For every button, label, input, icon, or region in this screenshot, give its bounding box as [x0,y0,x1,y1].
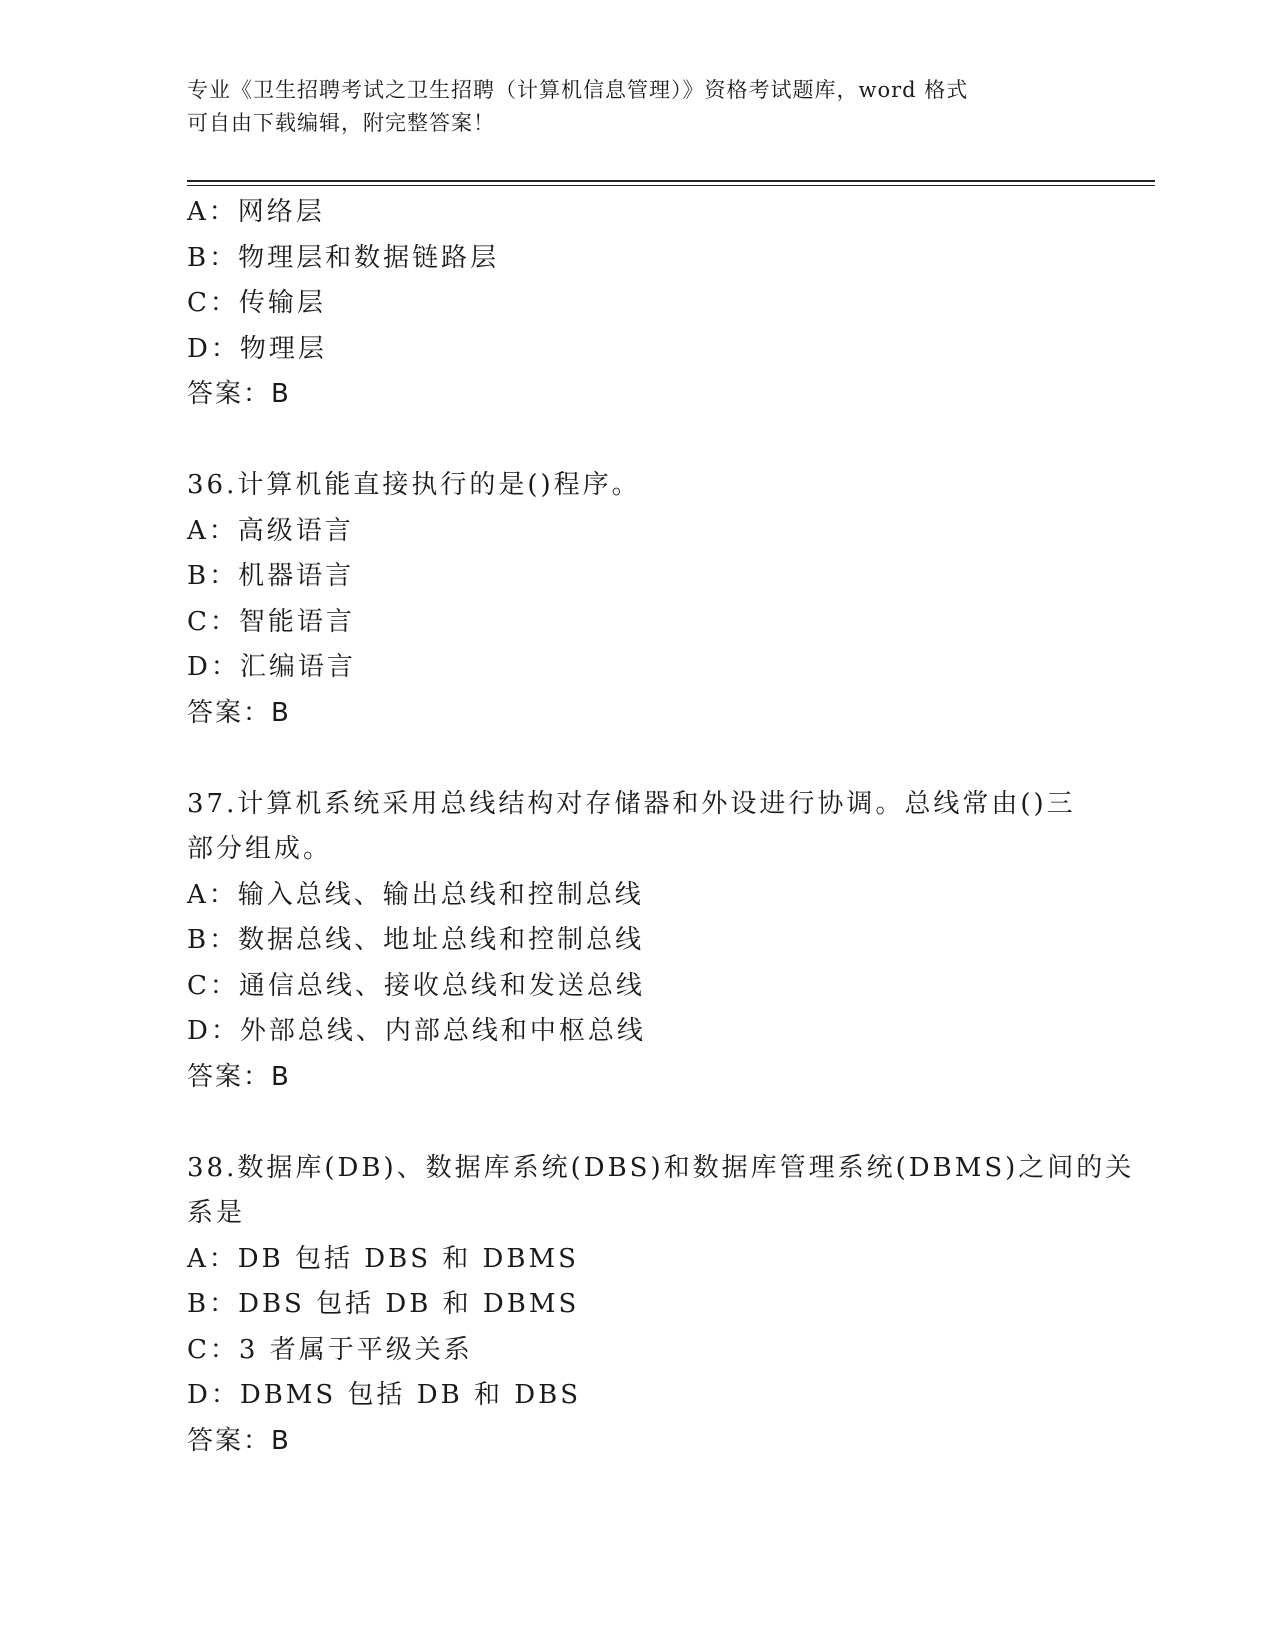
question-38 [187,1146,1135,1465]
question-stem-line-1: 37.计算机系统采用总线结构对存储器和外设进行协调。总线常由()三 [187,788,1076,819]
question-list [187,190,1135,1464]
question-36 [187,463,1087,736]
option-c: C：通信总线、接收总线和发送总线 [187,970,645,1001]
answer: 答案：B [187,1061,291,1092]
option-d: D：DBMS 包括 DB 和 DBS [187,1380,582,1410]
answer: 答案：B [187,379,291,409]
spacer [187,736,1087,782]
question-stem: 36.计算机能直接执行的是()程序。 [187,470,641,500]
spacer [187,1100,1087,1146]
option-a: A：网络层 [187,197,325,227]
option-d: D：汇编语言 [187,652,356,682]
question-37 [187,782,1087,1101]
option-a: A：高级语言 [187,515,354,546]
document-header [187,74,1067,140]
option-a: A：输入总线、输出总线和控制总线 [187,879,644,910]
answer: 答案：B [187,1425,291,1456]
question-stem-line-1: 38.数据库(DB)、数据库系统(DBS)和数据库管理系统(DBMS)之间的关 [187,1152,1135,1183]
option-c: C：传输层 [187,288,326,318]
option-a: A：DB 包括 DBS 和 DBMS [187,1243,579,1274]
option-b: B：DBS 包括 DB 和 DBMS [187,1289,580,1319]
answer: 答案：B [187,697,291,728]
question-35 [187,190,1087,418]
option-b: B：机器语言 [187,561,355,591]
question-stem-line-2: 系是 [187,1198,246,1228]
question-stem-line-2: 部分组成。 [187,834,333,864]
header-line-1: 专业《卫生招聘考试之卫生招聘（计算机信息管理）》资格考试题库，word 格式 [187,78,969,102]
header-line-2: 可自由下载编辑，附完整答案！ [187,111,495,135]
option-b: B：物理层和数据链路层 [187,242,500,273]
option-c: C：3 者属于平级关系 [187,1334,473,1365]
option-c: C：智能语言 [187,606,355,637]
option-b: B：数据总线、地址总线和控制总线 [187,925,645,955]
spacer [187,418,1087,464]
header-rule-thin [187,185,1155,186]
option-d: D：外部总线、内部总线和中枢总线 [187,1016,646,1046]
option-d: D：物理层 [187,333,327,364]
header-rule-thick [187,180,1155,182]
